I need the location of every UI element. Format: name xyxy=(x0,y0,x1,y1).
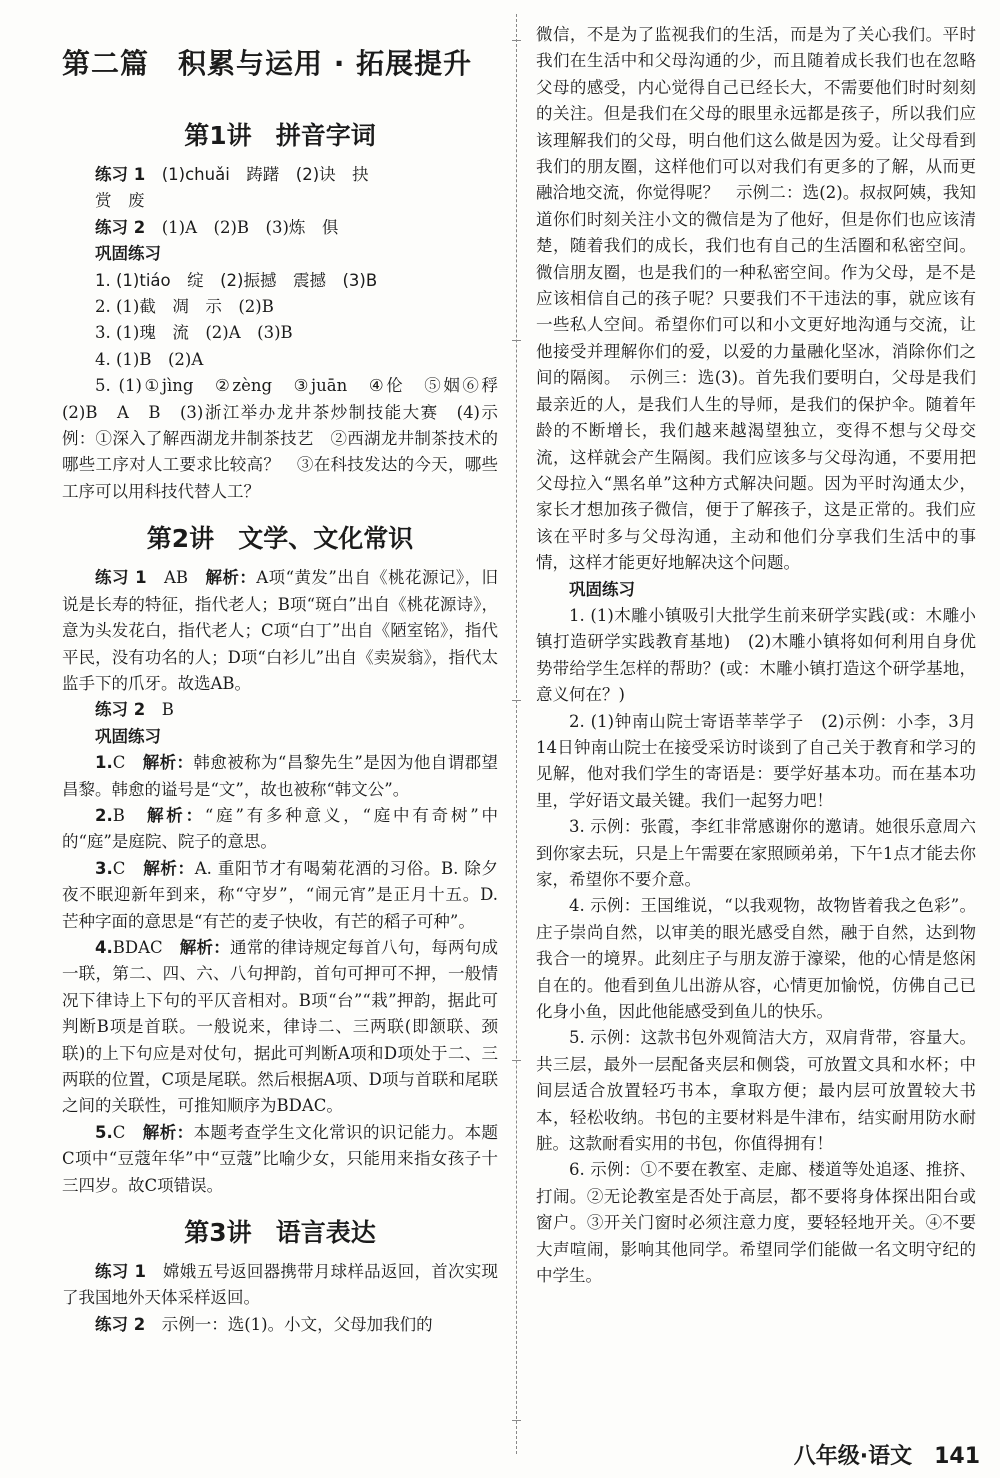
l1-item: 3. (1)瑰 流 (2)A (3)B xyxy=(95,323,293,343)
l3-ex2-continuation: 微信，不是为了监视我们的生活，而是为了关心我们。平时我们在生活中和父母沟通的少，而且随着成长我们也在忽略父母的感受，内心觉得自己已经长大，不需要他们时时刻刻的关注。但是我们在父母的眼里永远都是孩子，所以我们应该理解我们的父母，明白他们这么做是因为爱。让父母看到我们的朋友圈，这样他们可以对我们有更多的了解，从而更融洽地交流，你觉得呢？ 示例二：选(2)。叔叔阿姨，我知道你们时刻关注小文的微信是为了他好，但是你们也应该清楚，随着我们的成长，我们也有自己的生活圈和私密空间。微信朋友圈，也是我们的一种私密空间。作为父母，是不是应该相信自己的孩子呢？只要我们不干违法的事，就应该有一些私人空间。希望你们可以和小文更好地沟通与交流，让他接受并理解你们的爱，以爱的力量融化坚冰，消除你们之间的隔阂。 示例三：选(3)。首先我们要明白，父母是我们最亲近的人，是我们人生的导师，是我们的保护伞。随着年龄的不断增长，我们越来越渴望独立，变得不想与父母交流，这样就会产生隔阂。我们应该多与父母沟通，不要用把父母拉入“黑名单”这种方式解决问题。因为平时沟通太少，家长才想加孩子微信，便于了解孩子，这是正常的。我们应该在平时多与父母沟通，主动和他们分享我们生活中的事情，这样才能更好地解决这个问题。 xyxy=(536,25,976,573)
divider-tick xyxy=(512,1060,521,1061)
l3-item: 1. (1)木雕小镇吸引大批学生前来研学实践(或：木雕小镇打造研学实践教育基地) (2)木雕小镇将如何利用自身优势带给学生怎样的帮助？(或：木雕小镇打造这个研学基地，意义何在？) xyxy=(536,605,976,705)
l3-item: 3. 示例：张霞，李红非常感谢你的邀请。她很乐意周六到你家去玩，只是上午需要在家照顾弟弟，下午1点才能去你家，希望你不要介意。 xyxy=(536,817,976,889)
l2-item: 2.B 解析：“庭”有多种意义，“庭中有奇树”中的“庭”是庭院、院子的意思。 xyxy=(62,805,499,852)
l2-item: 1.C 解析：韩愈被称为“昌黎先生”是因为他自谓郡望昌黎。韩愈的谥号是“文”，故也被称“韩文公”。 xyxy=(62,753,499,799)
l3-consolidation-heading: 巩固练习 xyxy=(569,579,635,599)
l3-item: 6. 示例：①不要在教室、走廊、楼道等处追逐、推挤、打闹。②无论教室是否处于高层，都不要将身体探出阳台或窗户。③开关门窗时必须注意力度，要轻轻地开关。④不要大声喧闹，影响其他同学。希望同学们能做一名文明守纪的中学生。 xyxy=(536,1160,976,1286)
right-column xyxy=(536,22,976,1290)
l3-ex2: 练习 2 示例一：选(1)。小文，父母加我们的 xyxy=(95,1314,433,1334)
part-title: 第二篇 积累与运用 · 拓展提升 xyxy=(62,47,473,80)
l2-item: 3.C 解析：A. 重阳节才有喝菊花酒的习俗。B. 除夕夜不眠迎新年到来，称“守岁”，“闹元宵”是正月十五。D. 芒种字面的意思是“有芒的麦子快收，有芒的稻子可种”。 xyxy=(62,858,498,931)
l3-item: 4. 示例：王国维说，“以我观物，故物皆着我之色彩”。庄子崇尚自然，以审美的眼光感受自然，融于自然，达到物我合一的境界。此刻庄子与朋友游于濠梁，他的心情是悠闲自在的。他看到鱼儿出游从容，心情更加愉悦，仿佛自己已化身小鱼，因此他能感受到鱼儿的快乐。 xyxy=(536,896,976,1022)
l1-ex2: 练习 2 (1)A (2)B (3)炼 俱 xyxy=(95,217,339,237)
left-column xyxy=(62,22,515,1338)
l1-item-5: 5. (1)①jìng ②zèng ③juān ④伦 ⑤姻⑥稃 (2)B A B (3)浙江举办龙井茶炒制技能大赛 (4)示例：①深入了解西湖龙井制茶技艺 ②西湖龙井制茶技术的哪些工序对人工要求比较高？ ③在科技发达的今天，哪些工序可以用科技代替人工？ xyxy=(62,376,515,501)
l2-item: 4.BDAC 解析：通常的律诗规定每首八句，每两句成一联，第二、四、六、八句押韵，首句可押可不押，一般情况下律诗上下句的平仄音相对。B项“台”“栽”押韵，据此可判断B项是首联。一般说来，律诗二、三两联(即颔联、颈联)的上下句应是对仗句，据此可判断A项和D项处于二、三两联的位置，C项是尾联。然后根据A项、D项与首联和尾联之间的关联性，可推知顺序为BDAC。 xyxy=(62,937,499,1116)
l3-ex1: 练习 1 嫦娥五号返回器携带月球样品返回，首次实现了我国地外天体采样返回。 xyxy=(62,1262,499,1308)
l1-ex1-cont: 赏 废 xyxy=(95,191,145,211)
divider-tick xyxy=(512,340,521,341)
lecture-2-title: 第2讲 文学、文化常识 xyxy=(146,524,414,554)
l1-item: 2. (1)截 凋 示 (2)B xyxy=(95,297,274,317)
l2-item: 5.C 解析：本题考查学生文化常识的识记能力。本题C项中“豆蔻年华”中“豆蔻”比喻少女，只能用来指女孩子十三四岁。故C项错误。 xyxy=(62,1122,498,1195)
divider-tick xyxy=(512,40,521,41)
l1-item: 4. (1)B (2)A xyxy=(95,349,204,369)
l1-ex1: 练习 1 (1)chuǎi 踌躇 (2)诀 抉 xyxy=(95,165,369,184)
l1-consolidation-heading: 巩固练习 xyxy=(95,244,161,264)
l3-item: 5. 示例：这款书包外观简洁大方，双肩背带，容量大。共三层，最外一层配备夹层和侧袋，可放置文具和水杯；中间层适合放置轻巧书本，拿取方便；最内层可放置较大书本，轻松收纳。书包的主要材料是牛津布，结实耐用防水耐脏。这款耐看实用的书包，你值得拥有！ xyxy=(536,1028,976,1154)
column-divider xyxy=(516,14,517,1454)
divider-tick xyxy=(512,1420,521,1421)
page-footer: 八年级·语文 141 xyxy=(793,1444,980,1469)
l2-ex2: 练习 2 B xyxy=(95,700,174,720)
divider-tick xyxy=(512,700,521,701)
l3-item: 2. (1)钟南山院士寄语莘莘学子 (2)示例：小李，3月14日钟南山院士在接受采访时谈到了自己关于教育和学习的见解，他对我们学生的寄语是：要学好基本功。而在基本功里，学好语文最关键。我们一起努力吧！ xyxy=(536,711,976,810)
l2-ex1: 练习 1 AB 解析：A项“黄发”出自《桃花源记》，旧说是长寿的特征，指代老人；B项“斑白”出自《桃花源诗》，意为头发花白，指代老人；C项“白丁”出自《陋室铭》，指代平民，没有功名的人；D项“白衫儿”出自《卖炭翁》，指代太监手下的爪牙。故选AB。 xyxy=(62,568,499,693)
lecture-3-title: 第3讲 语言表达 xyxy=(184,1218,376,1248)
lecture-1-title: 第1讲 拼音字词 xyxy=(184,121,376,150)
l2-consolidation-heading: 巩固练习 xyxy=(95,726,161,746)
l1-item: 1. (1)tiáo 绽 (2)振撼 震撼 (3)B xyxy=(95,270,378,290)
